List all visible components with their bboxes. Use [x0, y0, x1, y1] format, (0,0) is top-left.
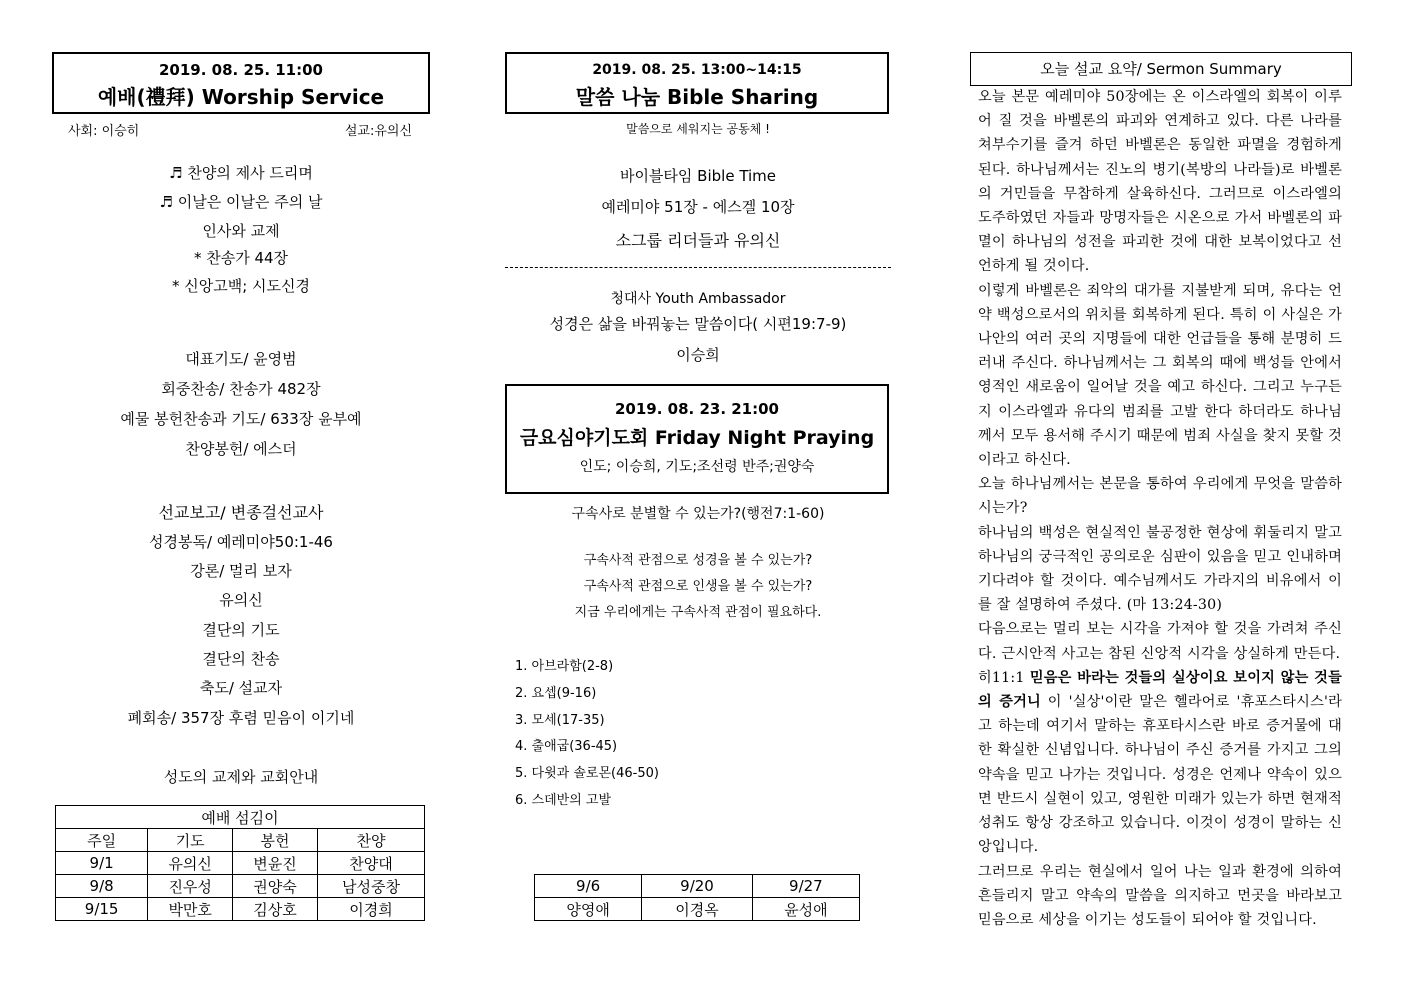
sharing-title: 말씀 나눔 Bible Sharing	[575, 85, 819, 109]
servants-cell: 진우성	[148, 875, 233, 898]
servants-table	[55, 805, 425, 921]
table-row	[56, 852, 425, 875]
order-item: 찬양봉헌/ 에스더	[185, 440, 297, 458]
friday-date: 2019. 08. 23. 21:00	[614, 400, 779, 418]
scripture-quote: 믿음은 바라는 것들의 실상이요 보이지 않는 것들의 증거니	[978, 669, 1342, 711]
divider	[505, 267, 891, 268]
table-row	[56, 875, 425, 898]
order-item: 강론/ 멀리 보자	[190, 562, 292, 580]
schedule-name: 이경옥	[642, 898, 753, 921]
list-item: 4. 출애굽(36-45)	[515, 739, 618, 754]
schedule-name: 양영애	[535, 898, 642, 921]
sharing-item: 바이블타임 Bible Time	[619, 167, 777, 185]
table-row	[56, 898, 425, 921]
scripture-ref: 히11:1	[978, 669, 1030, 686]
list-item: 6. 스데반의 고발	[515, 793, 612, 808]
schedule-date: 9/6	[535, 875, 642, 898]
youth-text: 성경은 삶을 바꿔놓는 말씀이다( 시편19:7-9)	[549, 315, 847, 333]
worship-title: 예배(禮拜) Worship Service	[97, 85, 385, 109]
sharing-item: 예레미야 51장 - 에스겔 10장	[601, 198, 795, 216]
servants-cell: 9/1	[56, 852, 148, 875]
sermon-paragraph: 다음으로는 멀리 보는 시각을 가져야 할 것을 가려쳐 주신다. 근시안적 사고는 참된 신앙적 시각을 상실하게 만든다.	[978, 621, 1342, 662]
sermon-paragraph: 그러므로 우리는 현실에서 일어 나는 일과 환경에 의하여 흔들리지 말고 약속의 말씀을 의지하고 먼곳을 바라보고 믿음으로 세상을 이기는 성도들이 되어야 할 것입니다.	[978, 863, 1342, 928]
sharing-item: 소그룹 리더들과 유의신	[615, 231, 781, 250]
sharing-subtitle: 말씀으로 세워지는 공동체 !	[626, 122, 770, 136]
friday-question-line: 지금 우리에게는 구속사적 관점이 필요하다.	[574, 605, 822, 620]
order-item: 폐회송/ 357장 후렴 믿음이 이기네	[127, 709, 355, 727]
schedule-name: 윤성애	[752, 898, 859, 921]
order-item: 축도/ 설교자	[199, 679, 283, 697]
order-item: 회중찬송/ 찬송가 482장	[161, 380, 321, 398]
list-item: 5. 다윗과 솔로몬(46-50)	[515, 766, 659, 781]
friday-schedule-table	[534, 874, 860, 921]
sermon-body	[978, 85, 1342, 932]
servants-cell: 박만호	[148, 898, 233, 921]
servants-header: 봉헌	[233, 829, 318, 852]
sermon-text: 이 '실상'이란 말은 헬라어로 '휴포스타시스'라고 하는데 여기서 말하는 휴포타시스란 바로 증거물에 대한 확실한 신념입니다. 하나님이 주신 증거를 가지고 그의 약속을 믿고 나가는 것입니다. 성경은 언제나 약속이 있으면 반드시 실현이 있고, 영원한 미래가 있는가 하면 현재적 성취도 항상 강조하고 있습니다. 이것이 성경이 말하는 신앙입니다.	[978, 694, 1343, 856]
table-row	[535, 898, 860, 921]
order-item: 성경봉독/ 예레미야50:1-46	[149, 533, 333, 551]
sharing-header	[505, 52, 889, 114]
sermon-paragraph: 오늘 본문 예레미야 50장에는 온 이스라엘의 회복이 이루어 질 것을 바벨론의 파괴와 연계하고 있다. 다른 나라를 쳐부수기를 즐겨 하던 바벨론은 동일한 파멸을 경험하게 된다. 하나님께서는 진노의 병기(복방의 나라들)로 바벨론의 거민들을 무참하게 살육하신다. 그러므로 이스라엘의 도주하였던 자들과 망명자들은 시온으로 가서 바벨론의 파멸이 하나님의 성전을 파괴한 것에 대한 보복이었다고 선언하게 될 것이다.	[978, 89, 1342, 275]
list-item: 3. 모세(17-35)	[515, 713, 605, 728]
order-item: 예물 봉헌찬송과 기도/ 633장 윤부예	[120, 410, 362, 428]
servants-cell: 김상호	[233, 898, 318, 921]
friday-question-line: 구속사적 관점으로 인생을 볼 수 있는가?	[583, 579, 813, 594]
list-item: 2. 요셉(9-16)	[515, 686, 597, 701]
youth-leader: 이승희	[676, 346, 720, 364]
servants-header: 주일	[56, 829, 148, 852]
servants-cell: 이경희	[317, 898, 424, 921]
friday-info: 인도; 이승희, 기도;조선령 반주;권양숙	[579, 459, 815, 475]
friday-title: 금요심야기도회 Friday Night Praying	[519, 427, 875, 449]
servants-header: 찬양	[317, 829, 424, 852]
sermon-paragraph: 하나님의 백성은 현실적인 불공정한 현상에 휘둘리지 말고 하나님의 궁극적인 공의로운 심판이 있음을 믿고 인내하며 기다려야 할 것이다. 예수님께서도 가라지의 비유에서 이를 잘 설명하여 주셨다. (마 13:24-30)	[978, 524, 1342, 614]
sermon-paragraph	[978, 666, 1342, 860]
worship-header	[52, 52, 430, 114]
schedule-date: 9/27	[752, 875, 859, 898]
servants-cell: 권양숙	[233, 875, 318, 898]
order-item: 대표기도/ 윤영범	[185, 350, 297, 368]
servants-cell: 찬양대	[317, 852, 424, 875]
table-row	[535, 875, 860, 898]
order-item: * 신앙고백; 시도신경	[171, 277, 310, 295]
friday-question: 구속사로 분별할 수 있는가?(행전7:1-60)	[571, 506, 825, 522]
servants-cell: 9/15	[56, 898, 148, 921]
order-item: 선교보고/ 변종걸선교사	[158, 503, 324, 522]
friday-header	[505, 384, 889, 494]
list-item: 1. 아브라함(2-8)	[515, 659, 614, 674]
sermon-title: 오늘 설교 요약/ Sermon Summary	[970, 52, 1352, 86]
servants-cell: 변윤진	[233, 852, 318, 875]
servants-cell: 남성중창	[317, 875, 424, 898]
servants-title: 예배 섬김이	[56, 806, 425, 829]
servants-cell: 9/8	[56, 875, 148, 898]
worship-leader: 사회: 이승히	[68, 124, 140, 139]
servants-header: 기도	[148, 829, 233, 852]
order-item: ♬ 찬양의 제사 드리며	[169, 164, 313, 182]
worship-preacher: 설교:유의신	[344, 124, 412, 139]
order-item: 인사와 교제	[202, 222, 280, 240]
sermon-paragraph: 이렇게 바벨론은 죄악의 대가를 지불받게 되며, 유다는 언약 백성으로서의 위치를 회복하게 된다. 특히 이 사실은 가나안의 여러 곳의 지명들에 대한 언급들을 통해 분명히 드러내 주신다. 하나님께서는 그 회복의 때에 백성들 안에서 영적인 새로움이 일어날 것을 예고 하신다. 그리고 누구든지 이스라엘과 유다의 범죄를 고발 한다 하더라도 하나님께서 모두 용서해 주시기 때문에 범죄 사실을 찾지 못할 것이라고 하신다.	[978, 282, 1342, 469]
worship-date: 2019. 08. 25. 11:00	[158, 61, 323, 79]
order-item: 결단의 찬송	[202, 650, 280, 668]
sermon-paragraph: 오늘 하나님께서는 본문을 통하여 우리에게 무엇을 말씀하시는가?	[978, 476, 1342, 517]
friday-question-line: 구속사적 관점으로 성경을 볼 수 있는가?	[583, 553, 813, 568]
order-item: ♬ 이날은 이날은 주의 날	[159, 193, 323, 211]
servants-cell: 유의신	[148, 852, 233, 875]
fellowship-label: 성도의 교제와 교회안내	[163, 768, 319, 786]
order-item: * 찬송가 44장	[193, 249, 289, 267]
order-item: 결단의 기도	[202, 621, 280, 639]
order-item: 유의신	[219, 591, 263, 609]
schedule-date: 9/20	[642, 875, 753, 898]
youth-title: 청대사 Youth Ambassador	[610, 291, 786, 307]
sharing-date: 2019. 08. 25. 13:00~14:15	[592, 62, 802, 78]
